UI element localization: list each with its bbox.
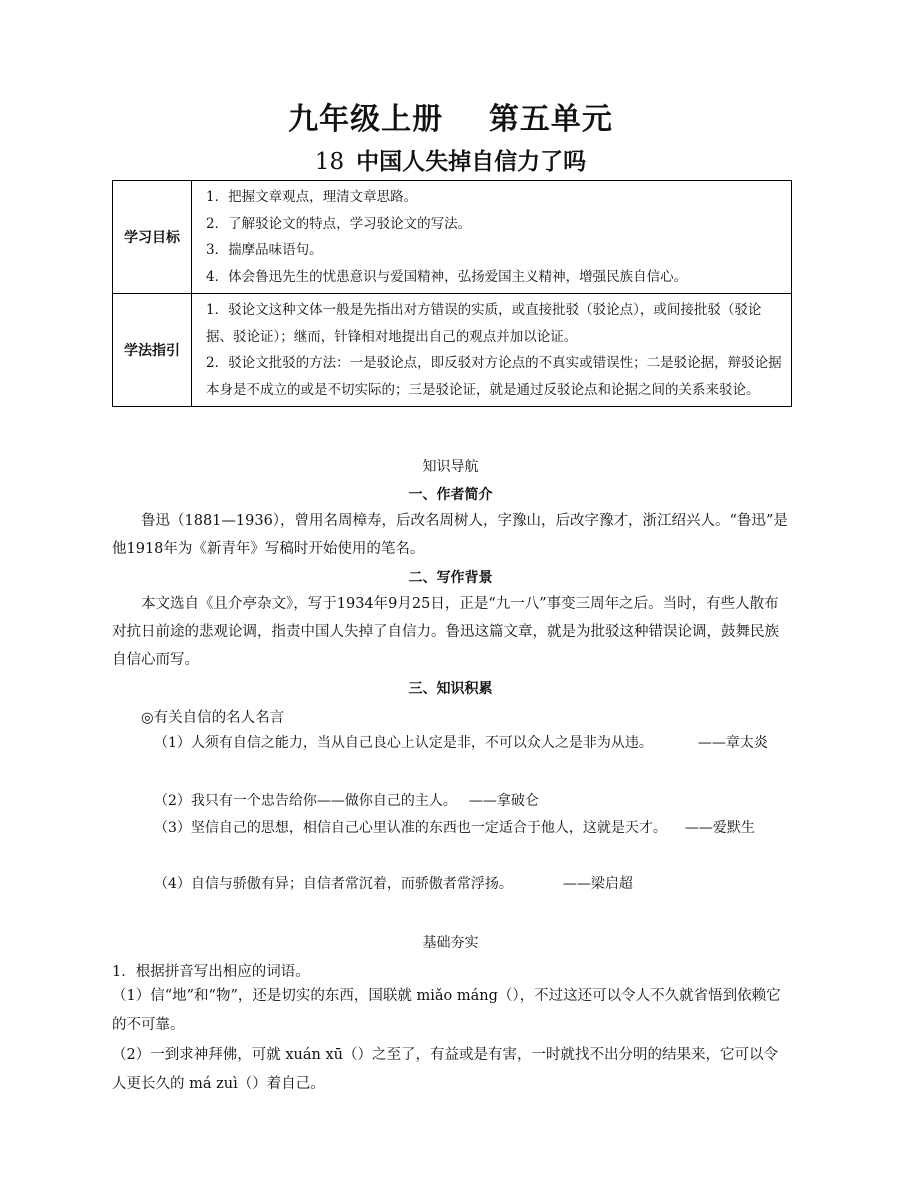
goals-row xyxy=(113,181,792,294)
quote-text: （4）自信与骄傲有异；自信者常沉着，而骄傲者常浮扬。 xyxy=(154,876,513,892)
methods-content xyxy=(192,294,792,407)
lesson-title xyxy=(0,143,901,176)
goals-label: 学习目标 xyxy=(113,181,192,294)
methods-label: 学法指引 xyxy=(113,294,192,407)
quote-text: （2）我只有一个忠告给你——做你自己的主人。 xyxy=(154,793,457,809)
quote-item xyxy=(112,728,792,758)
unit-title: 九年级上册 第五单元 xyxy=(288,102,613,137)
exercises-section-title: 基础夯实 xyxy=(422,935,479,951)
lesson-number: 18 xyxy=(314,149,345,175)
goal-item: 4．体会鲁迅先生的忧患意识与爱国精神，弘扬爱国主义精神，增强民族自信心。 xyxy=(206,268,688,285)
quote-item xyxy=(112,813,792,843)
background-heading: 二、写作背景 xyxy=(408,570,493,586)
quote-author: ——爱默生 xyxy=(684,820,755,836)
author-text: 鲁迅（1881—1936），曾用名周樟寿，后改名周树人，字豫山，后改字豫才，浙江绍兴人。“鲁迅”是他1918年为《新青年》写稿时开始使用的笔名。 xyxy=(112,513,788,557)
quote-item xyxy=(112,786,792,816)
goal-item: 3．揣摩品味语句。 xyxy=(206,242,323,258)
methods-row xyxy=(113,294,792,407)
quote-text: （3）坚信自己的思想，相信自己心里认准的东西也一定适合于他人，这就是天才。 xyxy=(154,820,667,836)
quote-item xyxy=(112,869,792,899)
accumulation-heading: 三、知识积累 xyxy=(408,681,493,697)
quote-author: ——拿破仑 xyxy=(468,793,539,809)
goals-content xyxy=(192,181,792,294)
author-heading: 一、作者简介 xyxy=(408,487,493,503)
quotes-intro: ◎有关自信的名人名言 xyxy=(141,710,285,726)
background-text: 本文选自《且介亭杂文》，写于1934年9月25日，正是“九一八”事变三周年之后。当时，有些人散布对抗日前途的悲观论调，指责中国人失掉了自信力。鲁迅这篇文章，就是为批驳这种错误论调，鼓舞民族自信心而写。 xyxy=(112,596,779,668)
method-item: 1．驳论文这种文体一般是先指出对方错误的实质，或直接批驳（驳论点），或间接批驳（驳论据、驳论证）；继而，针锋相对地提出自己的观点并加以论证。 xyxy=(206,302,762,345)
goal-item: 1．把握文章观点，理清文章思路。 xyxy=(206,189,418,205)
question-1-item: （2）一到求神拜佛，可就 xuán xū（）之至了，有益或是有害，一时就找不出分明的结果来，它可以令人更长久的 má zuì（）着自己。 xyxy=(112,1047,778,1092)
goals-table xyxy=(112,180,792,407)
knowledge-section-title: 知识导航 xyxy=(422,459,479,475)
quote-text: （1）人须有自信之能力，当从自己良心上认定是非，不可以众人之是非为从违。 xyxy=(154,735,653,751)
method-item: 2．驳论文批驳的方法：一是驳论点，即反驳对方论点的不真实或错误性；二是驳论据，辩驳论据本身是不成立的或是不切实际的；三是驳论证，就是通过反驳论点和论据之间的关系来驳论。 xyxy=(206,355,782,398)
goal-item: 2．了解驳论文的特点，学习驳论文的写法。 xyxy=(206,215,472,232)
question-1-title: 1．根据拼音写出相应的词语。 xyxy=(112,964,310,980)
lesson-title-text: 中国人失掉自信力了吗 xyxy=(356,149,587,175)
question-1-item: （1）信“地”和“物”，还是切实的东西，国联就 miǎo máng（），不过这还可以令人不久就省悟到依赖它的不可靠。 xyxy=(112,988,781,1033)
quote-author: ——梁启超 xyxy=(562,876,633,892)
quote-author: ——章太炎 xyxy=(697,735,768,751)
